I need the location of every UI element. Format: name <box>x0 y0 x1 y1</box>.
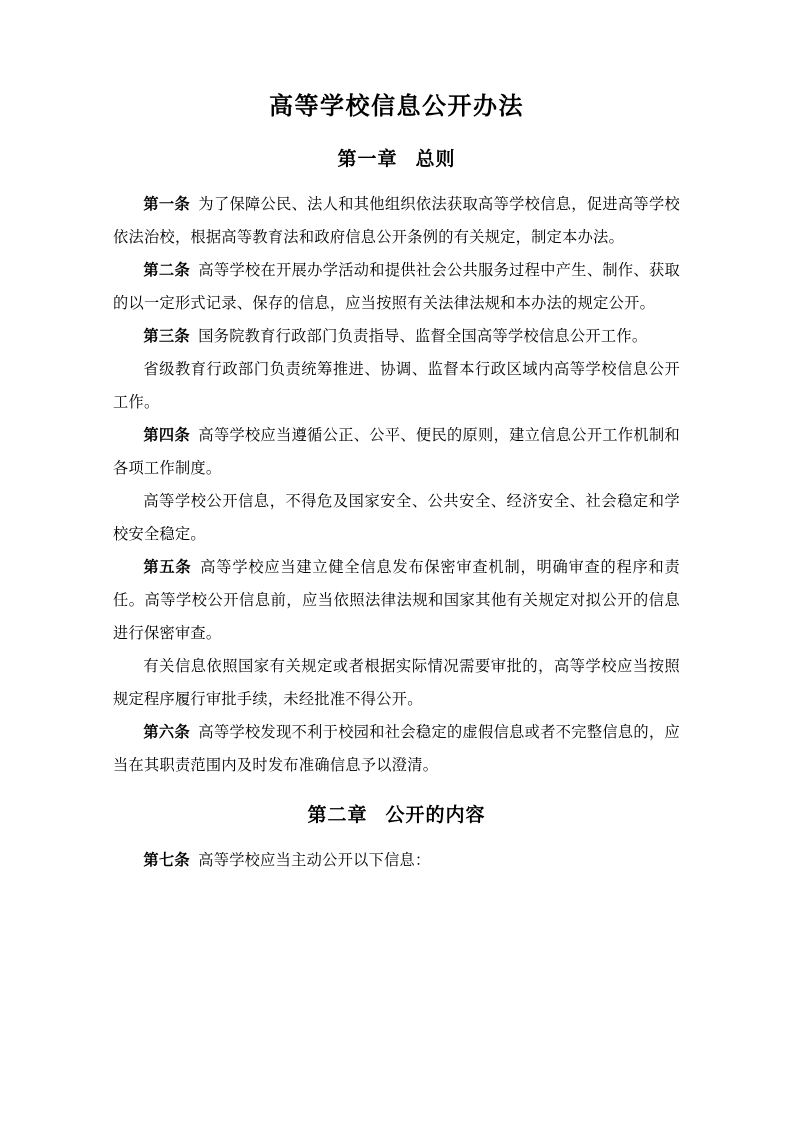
article-paragraph <box>113 844 680 877</box>
plain-paragraph <box>113 353 680 419</box>
article-marker: 第一条 <box>143 195 190 213</box>
chapter-name: 公开的内容 <box>385 804 486 826</box>
paragraph-text: 省级教育行政部门负责统筹推进、协调、监督本行政区域内高等学校信息公开工作。 <box>113 360 680 411</box>
article-marker: 第三条 <box>143 327 190 345</box>
article-paragraph <box>113 320 680 353</box>
article-marker: 第五条 <box>143 558 192 576</box>
article-paragraph <box>113 188 680 254</box>
article-text: 高等学校应当建立健全信息发布保密审查机制，明确审查的程序和责任。高等学校公开信息前，应当依照法律法规和国家其他有关规定对拟公开的信息进行保密审查。 <box>113 558 681 642</box>
article-marker: 第六条 <box>143 723 190 741</box>
article-paragraph <box>113 419 680 485</box>
paragraph-text: 高等学校公开信息，不得危及国家安全、公共安全、经济安全、社会稳定和学校安全稳定。 <box>113 492 680 543</box>
article-paragraph <box>113 551 680 650</box>
plain-paragraph <box>113 485 680 551</box>
chapter-label: 第一章 <box>337 148 398 170</box>
plain-paragraph <box>113 650 680 716</box>
chapter-name: 总则 <box>415 148 456 170</box>
article-text: 高等学校在开展办学活动和提供社会公共服务过程中产生、制作、获取的以一定形式记录、保存的信息，应当按照有关法律法规和本办法的规定公开。 <box>113 261 680 312</box>
article-text: 为了保障公民、法人和其他组织依法获取高等学校信息，促进高等学校依法治校，根据高等教育法和政府信息公开条例的有关规定，制定本办法。 <box>113 195 680 246</box>
article-text: 高等学校应当主动公开以下信息： <box>198 851 431 869</box>
article-paragraph <box>113 716 680 782</box>
article-marker: 第七条 <box>143 851 190 869</box>
chapter-label: 第二章 <box>307 804 368 826</box>
article-paragraph <box>113 254 680 320</box>
chapter-heading-2 <box>113 796 680 834</box>
article-text: 高等学校发现不利于校园和社会稳定的虚假信息或者不完整信息的，应当在其职责范围内及时发布准确信息予以澄清。 <box>113 723 680 774</box>
paragraph-text: 有关信息依照国家有关规定或者根据实际情况需要审批的，高等学校应当按照规定程序履行审批手续，未经批准不得公开。 <box>113 657 680 708</box>
article-text: 高等学校应当遵循公正、公平、便民的原则，建立信息公开工作机制和各项工作制度。 <box>113 426 680 477</box>
document-body <box>113 86 680 877</box>
article-marker: 第二条 <box>143 261 190 279</box>
chapter-heading-1 <box>113 140 680 178</box>
page-title: 高等学校信息公开办法 <box>269 92 524 120</box>
article-marker: 第四条 <box>143 426 190 444</box>
article-text: 国务院教育行政部门负责指导、监督全国高等学校信息公开工作。 <box>198 327 648 345</box>
